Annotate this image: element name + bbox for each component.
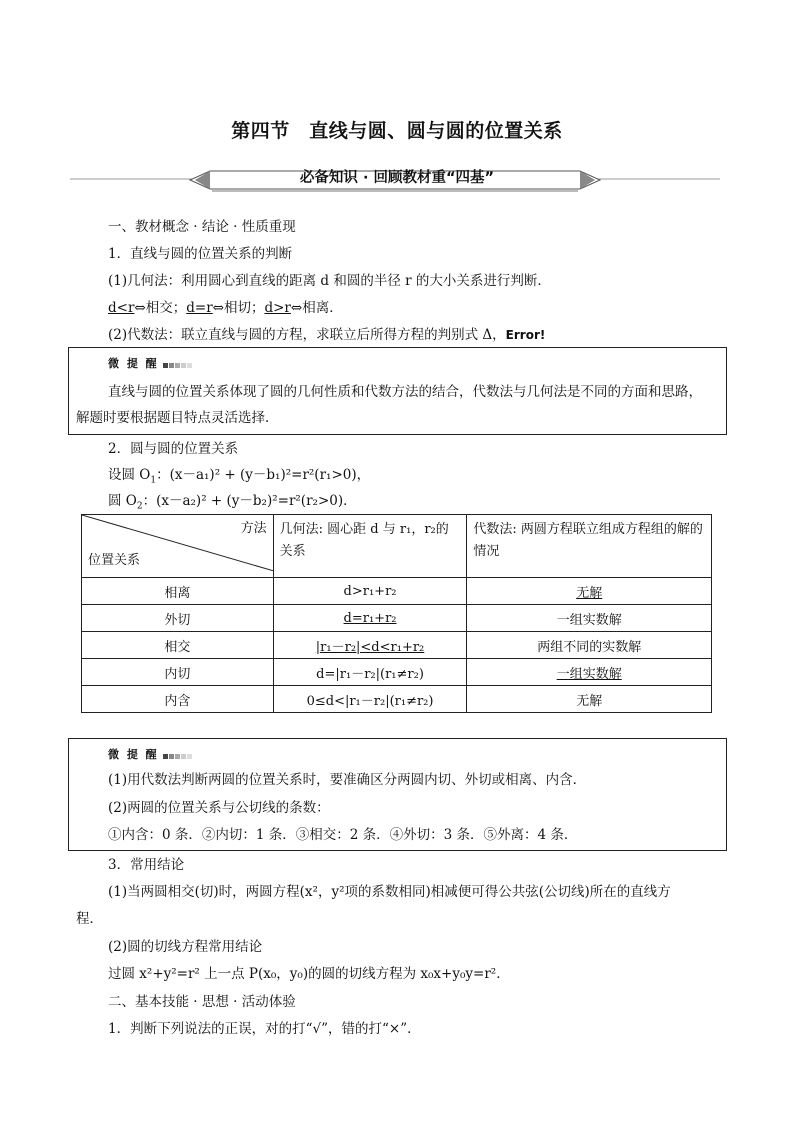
banner-text: 必备知识 · 回顾教材重“四基”	[299, 170, 495, 186]
corner-relation-label: 位置关系	[88, 553, 141, 568]
table-row: 内切 d=|r₁－r₂|(r₁≠r₂) 一组实数解	[82, 659, 712, 686]
conclusion2-line: 过圆 x²+y²=r² 上一点 P(x₀，y₀)的圆的切线方程为 x₀x+y₀y=r²．	[108, 966, 510, 982]
page-title: 第四节 直线与圆、圆与圆的位置关系	[231, 120, 563, 142]
relation-tangent: d=r	[186, 300, 213, 316]
circle-relation-table	[81, 514, 712, 713]
exercise1: 1．判断下列说法的正误，对的打“√”，错的打“×”．	[108, 1021, 421, 1037]
dots-icon	[163, 749, 193, 762]
circle1-def: 设圆 $O_1$：(x－a₁)² + (y－b₁)²=r²(r₁>0)，	[108, 467, 371, 486]
item1-geometric: (1)几何法：利用圆心到直线的距离 d 和圆的半径 r 的大小关系进行判断．	[108, 273, 551, 289]
tip-label-2: 微 提 醒	[108, 746, 193, 762]
item1-relations: d<r⇔相交；d=r⇔相切；d>r⇔相离．	[108, 300, 343, 316]
item1-title: 1．直线与圆的位置关系的判断	[108, 246, 293, 262]
item3-title: 3．常用结论	[108, 857, 185, 873]
tip2-line3: ①内含：0 条．②内切：1 条．③相交：2 条．④外切：3 条．⑤外离：4 条．	[108, 827, 578, 843]
conclusion1-line2: 程．	[76, 911, 103, 927]
table-row: 外切 d=r₁+r₂ 一组实数解	[82, 605, 712, 632]
table-row: 相交 |r₁－r₂|<d<r₁+r₂ 两组不同的实数解	[82, 632, 712, 659]
header-geometric: 几何法: 圆心距 d 与 r₁，r₂的关系	[273, 515, 467, 578]
item2-title: 2．圆与圆的位置关系	[108, 441, 239, 457]
header-algebraic: 代数法: 两圆方程联立组成方程组的解的情况	[467, 515, 712, 578]
circle2-def: 圆 $O_2$：(x－a₂)² + (y－b₂)²=r²(r₂>0)．	[108, 493, 357, 512]
tip1-line2: 解题时要根据题目特点灵活选择．	[76, 410, 279, 426]
table-corner-cell	[82, 515, 274, 578]
tip2-line2: (2)两圆的位置关系与公切线的条数：	[108, 800, 330, 816]
conclusion2-title: (2)圆的切线方程常用结论	[108, 939, 263, 955]
error-text: Error!	[505, 328, 546, 342]
dots-icon	[163, 358, 193, 371]
section1-heading: 一、教材概念 · 结论 · 性质重现	[108, 219, 296, 235]
corner-method-label: 方法	[240, 521, 267, 536]
table-row: 相离 d>r₁+r₂ 无解	[82, 578, 712, 605]
table-row: 内含 0≤d<|r₁－r₂|(r₁≠r₂) 无解	[82, 686, 712, 713]
tip1-line1: 直线与圆的位置关系体现了圆的几何性质和代数方法的结合，代数法与几何法是不同的方面和思路，	[108, 384, 702, 400]
tip-label-1: 微 提 醒	[108, 355, 193, 371]
tip2-line1: (1)用代数法判断两圆的位置关系时，要准确区分两圆内切、外切或相离、内含．	[108, 772, 587, 788]
relation-intersect: d<r	[108, 300, 135, 316]
section2-heading: 二、基本技能 · 思想 · 活动体验	[108, 994, 296, 1010]
item1-algebraic: (2)代数法：联立直线与圆的方程，求联立后所得方程的判别式 Δ，Error!	[108, 327, 546, 343]
relation-separate: d>r	[264, 300, 291, 316]
conclusion1-line1: (1)当两圆相交(切)时，两圆方程(x²，y²项的系数相同)相减便可得公共弦(公切线)所在的直线方	[108, 884, 671, 900]
